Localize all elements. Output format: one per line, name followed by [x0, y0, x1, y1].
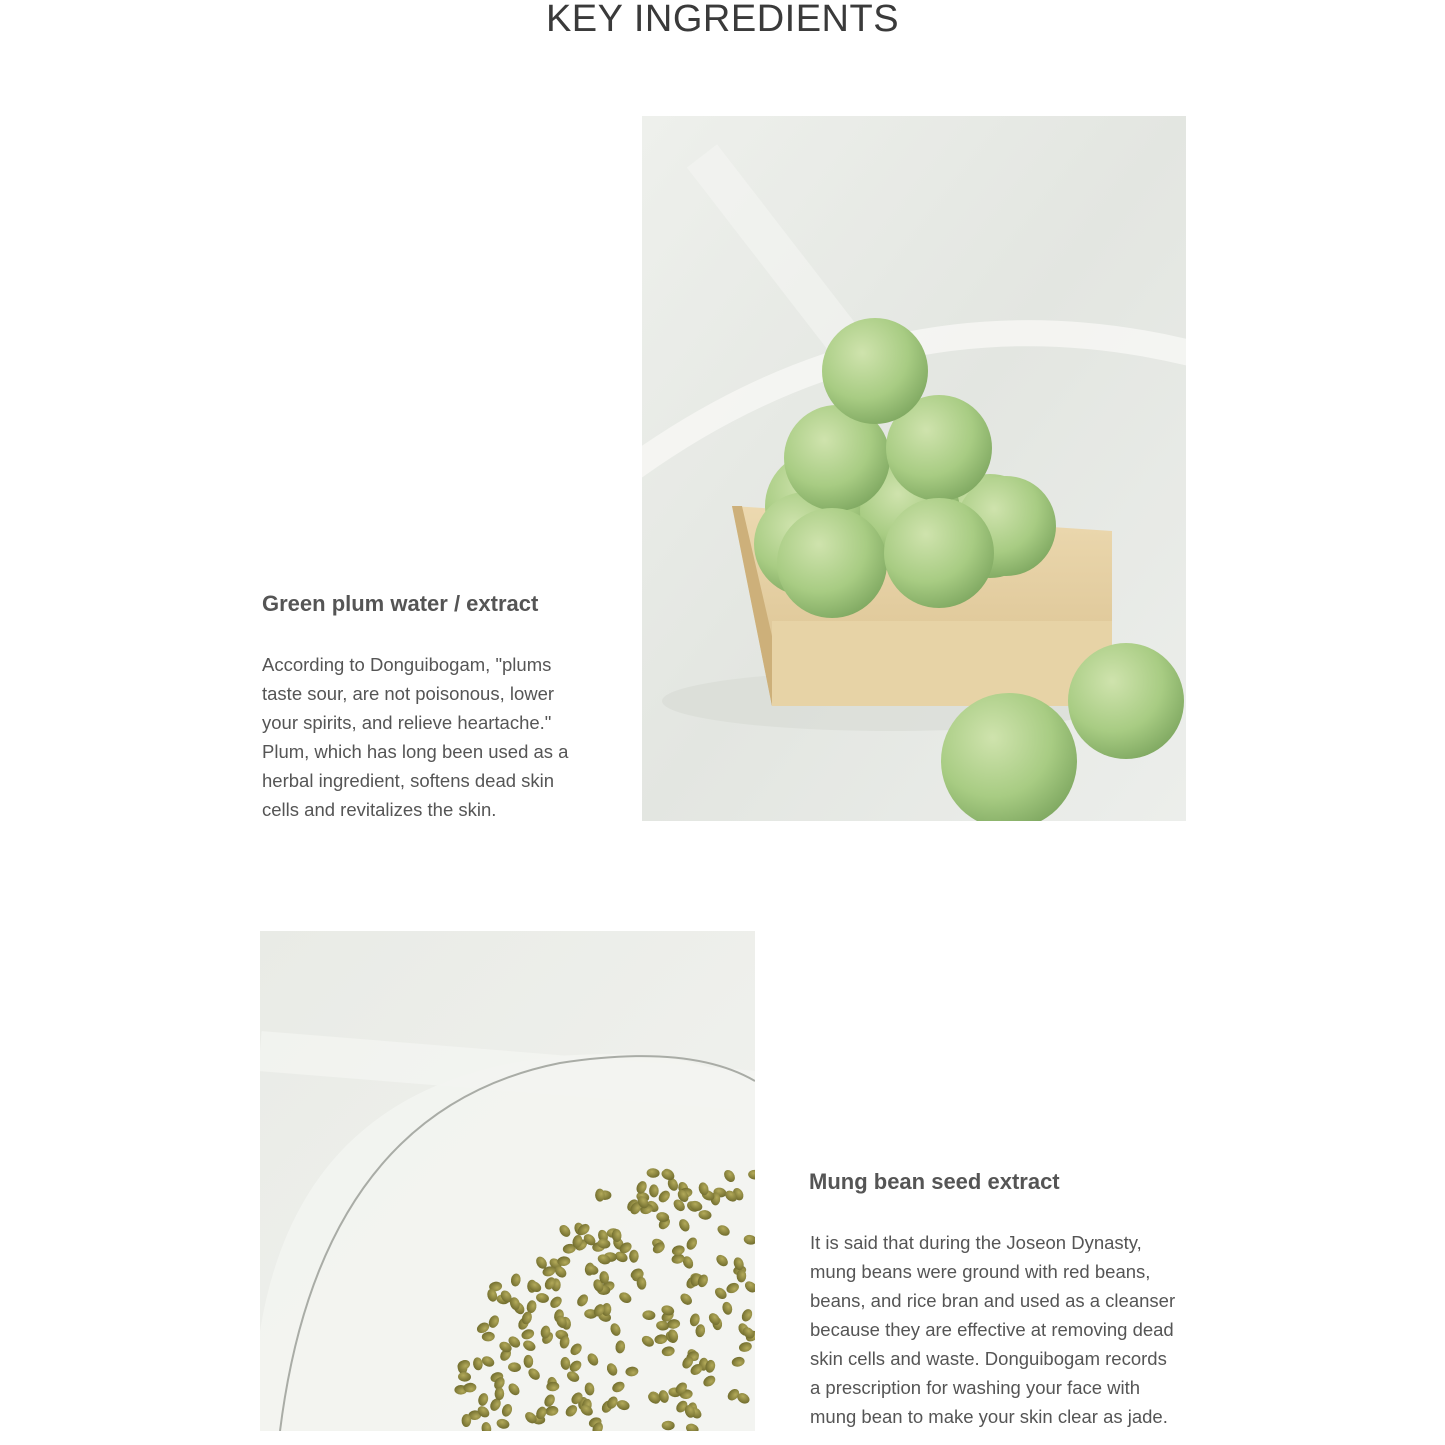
mung-bean [662, 1421, 675, 1431]
green-plum-photo [642, 116, 1186, 821]
description-line: Plum, which has long been used as a [262, 741, 569, 762]
description-line: cells and revitalizes the skin. [262, 799, 497, 820]
description-line: beans, and rice bran and used as a cleanser [810, 1290, 1176, 1311]
ingredient-name-green-plum: Green plum water / extract [262, 591, 539, 616]
ingredient-name-mung-bean: Mung bean seed extract [809, 1169, 1060, 1194]
description-line: herbal ingredient, softens dead skin [262, 770, 555, 791]
description-line: It is said that during the Joseon Dynasty, [810, 1232, 1142, 1253]
description-line: skin cells and waste. Donguibogam records [810, 1348, 1167, 1369]
page-title: KEY INGREDIENTS [545, 0, 900, 40]
mung-bean [737, 1269, 747, 1282]
description-line: your spirits, and relieve heartache." [262, 712, 552, 733]
mung-bean-photo [260, 931, 755, 1431]
description-line: because they are effective at removing dead [810, 1319, 1174, 1340]
ingredient-description-mung-bean [810, 1228, 1210, 1431]
description-line: a prescription for washing your face with [810, 1377, 1141, 1398]
ingredient-description-green-plum [262, 650, 607, 824]
mung-bean [495, 1387, 505, 1400]
description-line: mung bean to make your skin clear as jade. [810, 1406, 1168, 1427]
description-line: taste sour, are not poisonous, lower [262, 683, 555, 704]
description-line: mung beans were ground with red beans, [810, 1261, 1151, 1282]
description-line: According to Donguibogam, "plums [262, 654, 552, 675]
